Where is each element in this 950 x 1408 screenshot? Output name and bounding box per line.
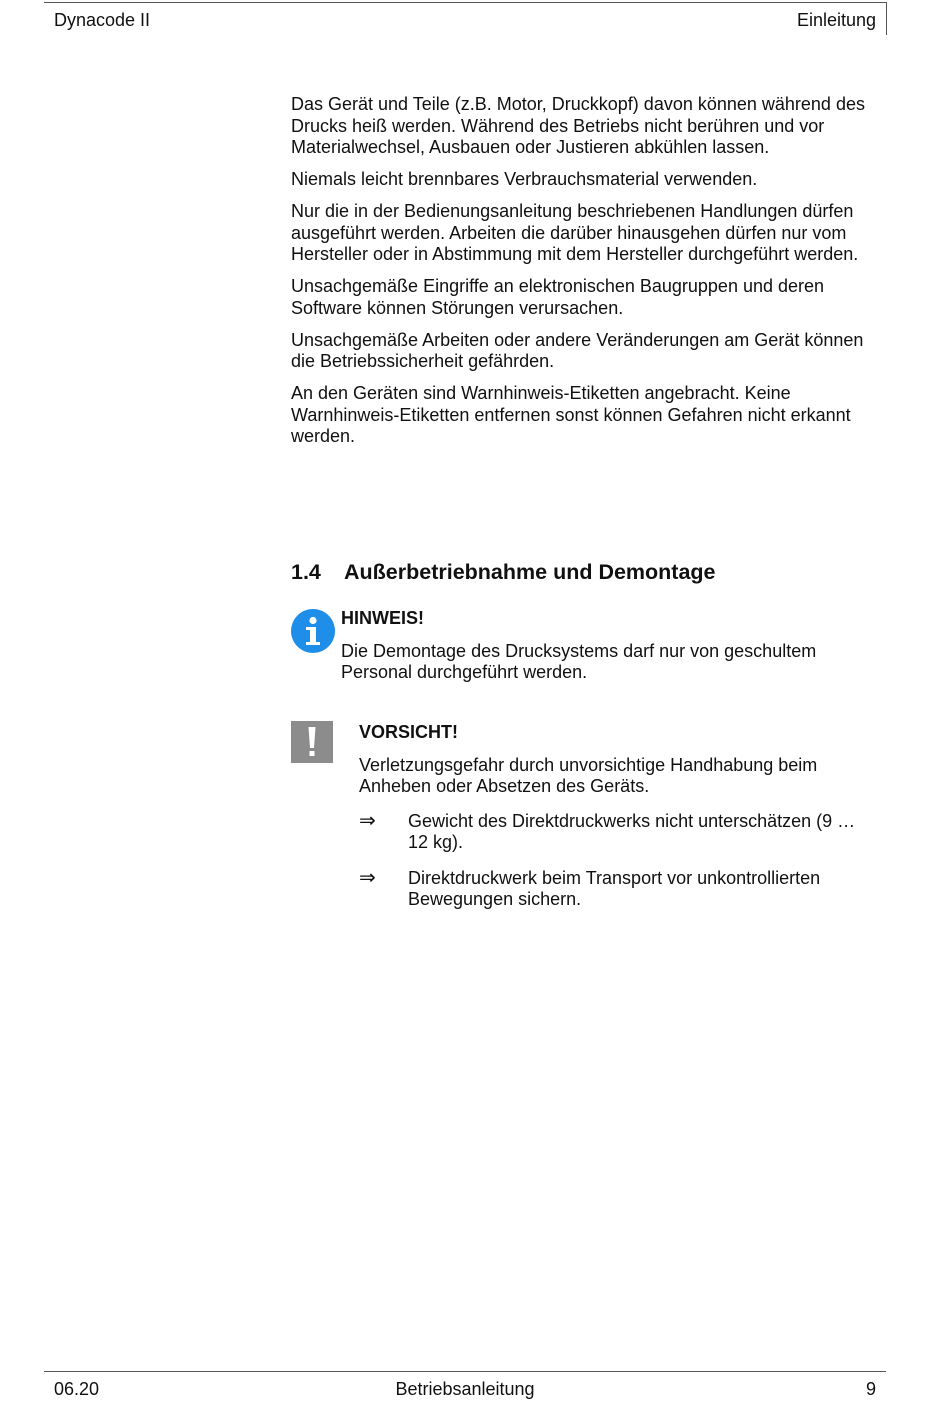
paragraph: Nur die in der Bedienungsanleitung beschriebenen Handlungen dürfen ausgeführt werden. Arbeiten die darüber hinausgehen dürfen nur vom Hersteller oder in Abstimmung mit dem Hersteller durchgeführt werden.: [291, 201, 859, 264]
exclamation-icon: [291, 721, 333, 763]
footer-document-title: Betriebsanleitung: [395, 1379, 535, 1399]
paragraph: Das Gerät und Teile (z.B. Motor, Druckkopf) davon können während des Drucks heiß werden. Während des Betriebs nicht berühren und vor Materialwechsel, Ausbauen oder Justieren abkühlen lassen.: [291, 94, 865, 157]
paragraph: Unsachgemäße Arbeiten oder andere Veränderungen am Gerät können die Betriebssicherheit gefährden.: [291, 329, 864, 371]
header-chapter-title: Einleitung: [796, 10, 876, 30]
notice-title: HINWEIS!: [341, 608, 424, 628]
paragraph: Unsachgemäße Eingriffe an elektronischen Baugruppen und deren Software können Störungen verursachen.: [291, 276, 825, 318]
safety-paragraphs: [291, 94, 881, 458]
caution-title: VORSICHT!: [359, 722, 458, 742]
arrow-right-icon: ⇒: [359, 809, 376, 832]
page-header: [44, 2, 887, 35]
caution-text: Verletzungsgefahr durch unvorsichtige Handhabung beim Anheben oder Absetzen des Geräts.: [359, 754, 818, 796]
notice-text: Die Demontage des Drucksystems darf nur von geschultem Personal durchgeführt werden.: [341, 640, 817, 682]
caution-box: [359, 722, 879, 925]
arrow-right-icon: ⇒: [359, 866, 376, 889]
section-heading: [291, 560, 716, 585]
instruction-text: Direktdruckwerk beim Transport vor unkontrollierten Bewegungen sichern.: [408, 867, 821, 909]
footer-date: 06.20: [54, 1379, 100, 1399]
page-number: 9: [865, 1379, 876, 1399]
notice-box: [341, 608, 881, 684]
info-icon: [291, 609, 335, 653]
instruction-text: Gewicht des Direktdruckwerks nicht unterschätzen (9 … 12 kg).: [408, 810, 856, 852]
header-product-name: Dynacode II: [54, 10, 151, 30]
page-footer: [44, 1371, 886, 1406]
paragraph: An den Geräten sind Warnhinweis-Etiketten angebracht. Keine Warnhinweis-Etiketten entfernen sonst können Gefahren nicht erkannt werden.: [291, 383, 851, 446]
section-number: 1.4: [291, 560, 321, 584]
caution-instruction: [359, 811, 879, 854]
section-title: Außerbetriebnahme und Demontage: [344, 560, 716, 584]
caution-instruction: [359, 868, 879, 911]
paragraph: Niemals leicht brennbares Verbrauchsmaterial verwenden.: [291, 169, 758, 189]
